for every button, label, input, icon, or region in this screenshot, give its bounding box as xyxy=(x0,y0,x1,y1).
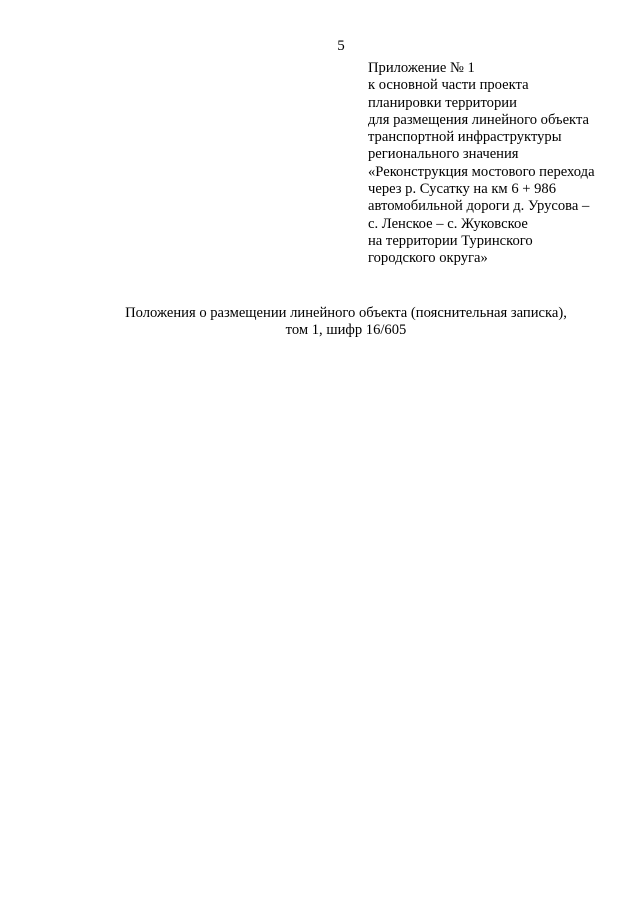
appendix-project-name-line: через р. Сусатку на км 6 + 986 xyxy=(368,181,557,198)
appendix-project-name-line: с. Ленское – с. Жуковское xyxy=(368,215,528,232)
appendix-line: транспортной инфраструктуры xyxy=(368,129,562,146)
appendix-line: регионального значения xyxy=(368,146,519,163)
page-number: 5 xyxy=(337,38,345,54)
appendix-line: планировки территории xyxy=(368,94,517,111)
appendix-project-name-line: автомобильной дороги д. Урусова – xyxy=(368,198,590,215)
appendix-line: к основной части проекта xyxy=(368,77,529,94)
appendix-project-name-line: городского округа» xyxy=(368,250,488,267)
appendix-header xyxy=(368,60,630,268)
document-caption xyxy=(40,305,640,340)
caption-volume-code: том 1, шифр 16/605 xyxy=(285,322,407,339)
appendix-project-name-line: «Реконструкция мостового перехода xyxy=(368,163,595,180)
caption-title: Положения о размещении линейного объекта (пояснительная записка), xyxy=(125,305,567,321)
appendix-line: для размещения линейного объекта xyxy=(368,111,589,128)
appendix-project-name-line: на территории Туринского xyxy=(368,232,533,249)
appendix-title: Приложение № 1 xyxy=(368,60,475,76)
